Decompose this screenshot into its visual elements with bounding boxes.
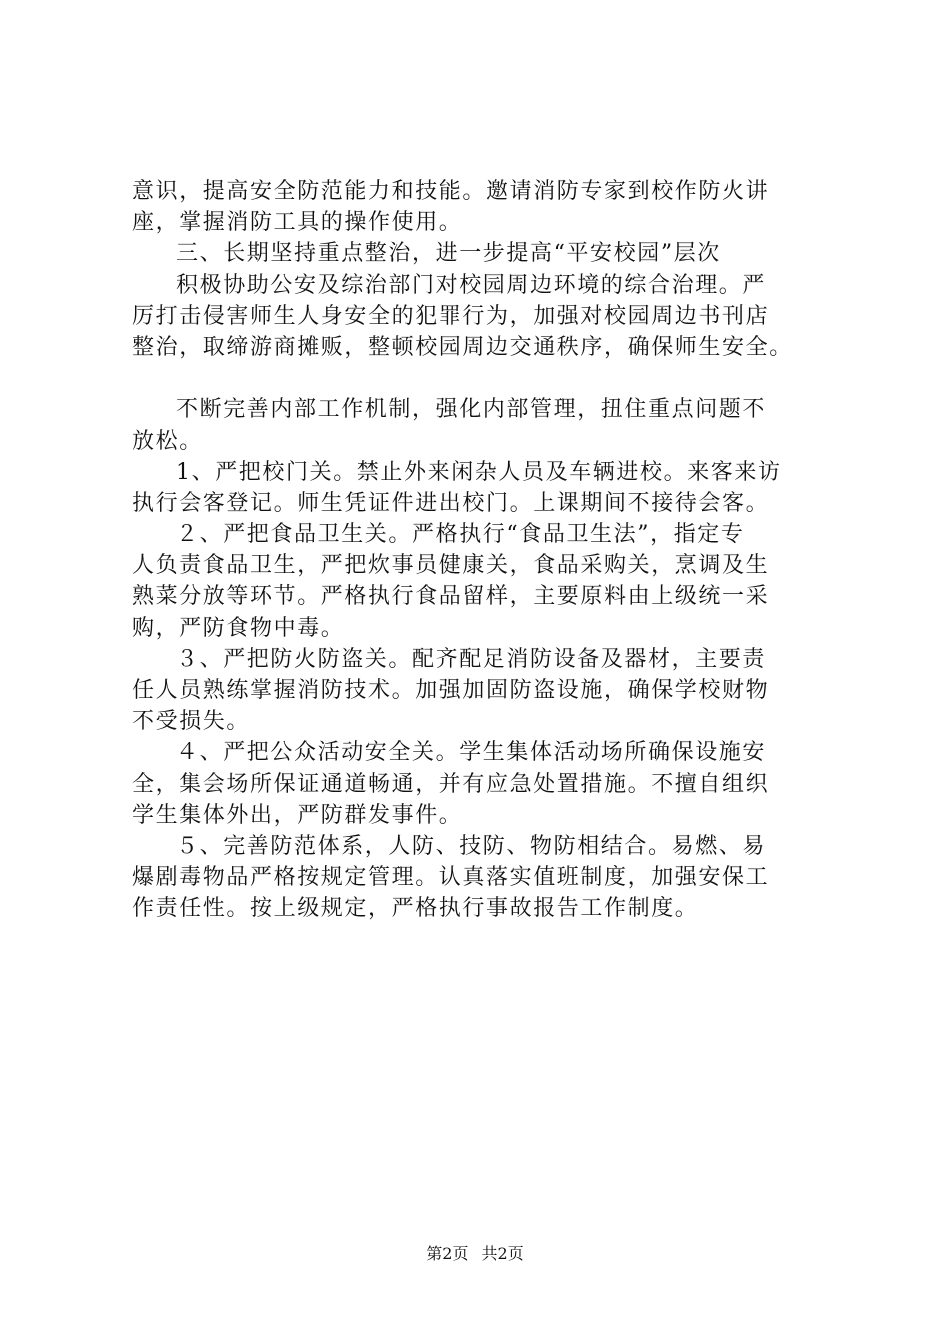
list-item-line: ５、完善防范体系，人防、技防、物防相结合。易燃、易 bbox=[176, 833, 767, 859]
section-heading: 三、长期坚持重点整治，进一步提高“平安校园”层次 bbox=[176, 241, 721, 267]
list-item-line: ４、严把公众活动安全关。学生集体活动场所确保设施安 bbox=[176, 740, 767, 766]
list-item-line: 不受损失。 bbox=[132, 709, 251, 735]
page-number: 第2页 bbox=[426, 1244, 469, 1263]
page-footer bbox=[0, 1243, 950, 1265]
list-item-line: 全，集会场所保证通道畅通，并有应急处置措施。不擅自组织 bbox=[132, 771, 770, 797]
list-item-line: 执行会客登记。师生凭证件进出校门。上课期间不接待会客。 bbox=[132, 490, 770, 516]
list-item-line: 爆剧毒物品严格按规定管理。认真落实值班制度，加强安保工 bbox=[132, 865, 770, 891]
list-item-line: 作责任性。按上级规定，严格执行事故报告工作制度。 bbox=[132, 896, 699, 922]
list-item-line: 熟菜分放等环节。严格执行食品留样，主要原料由上级统一采 bbox=[132, 584, 770, 610]
list-item-line: 任人员熟练掌握消防技术。加强加固防盗设施，确保学校财物 bbox=[132, 678, 770, 703]
paragraph-line: 整治，取缔游商摊贩，整顿校园周边交通秩序，确保师生安全。 bbox=[132, 334, 793, 360]
list-item-line: 购，严防食物中毒。 bbox=[132, 615, 345, 641]
list-item-line: 人负责食品卫生，严把炊事员健康关，食品采购关，烹调及生 bbox=[132, 553, 770, 579]
list-item-line: ３、严把防火防盗关。配齐配足消防设备及器材，主要责 bbox=[176, 646, 767, 672]
list-item-line: ２、严把食品卫生关。严格执行“食品卫生法”，指定专 bbox=[176, 522, 745, 548]
paragraph-line: 积极协助公安及综治部门对校园周边环境的综合治理。严 bbox=[176, 272, 767, 298]
paragraph-line: 座，掌握消防工具的操作使用。 bbox=[132, 210, 463, 236]
list-item-line: 学生集体外出，严防群发事件。 bbox=[132, 802, 463, 828]
page-total: 共2页 bbox=[481, 1244, 524, 1263]
document-body bbox=[132, 176, 832, 925]
list-item-line: 1、严把校门关。禁止外来闲杂人员及车辆进校。来客来访 bbox=[176, 459, 782, 485]
paragraph-line: 意识，提高安全防范能力和技能。邀请消防专家到校作防火讲 bbox=[132, 179, 770, 204]
paragraph-line: 放松。 bbox=[132, 428, 203, 454]
paragraph-line: 不断完善内部工作机制，强化内部管理，扭住重点问题不 bbox=[176, 397, 767, 423]
paragraph-line: 厉打击侵害师生人身安全的犯罪行为，加强对校园周边书刊店 bbox=[132, 303, 770, 329]
paragraph-gap bbox=[132, 363, 832, 394]
